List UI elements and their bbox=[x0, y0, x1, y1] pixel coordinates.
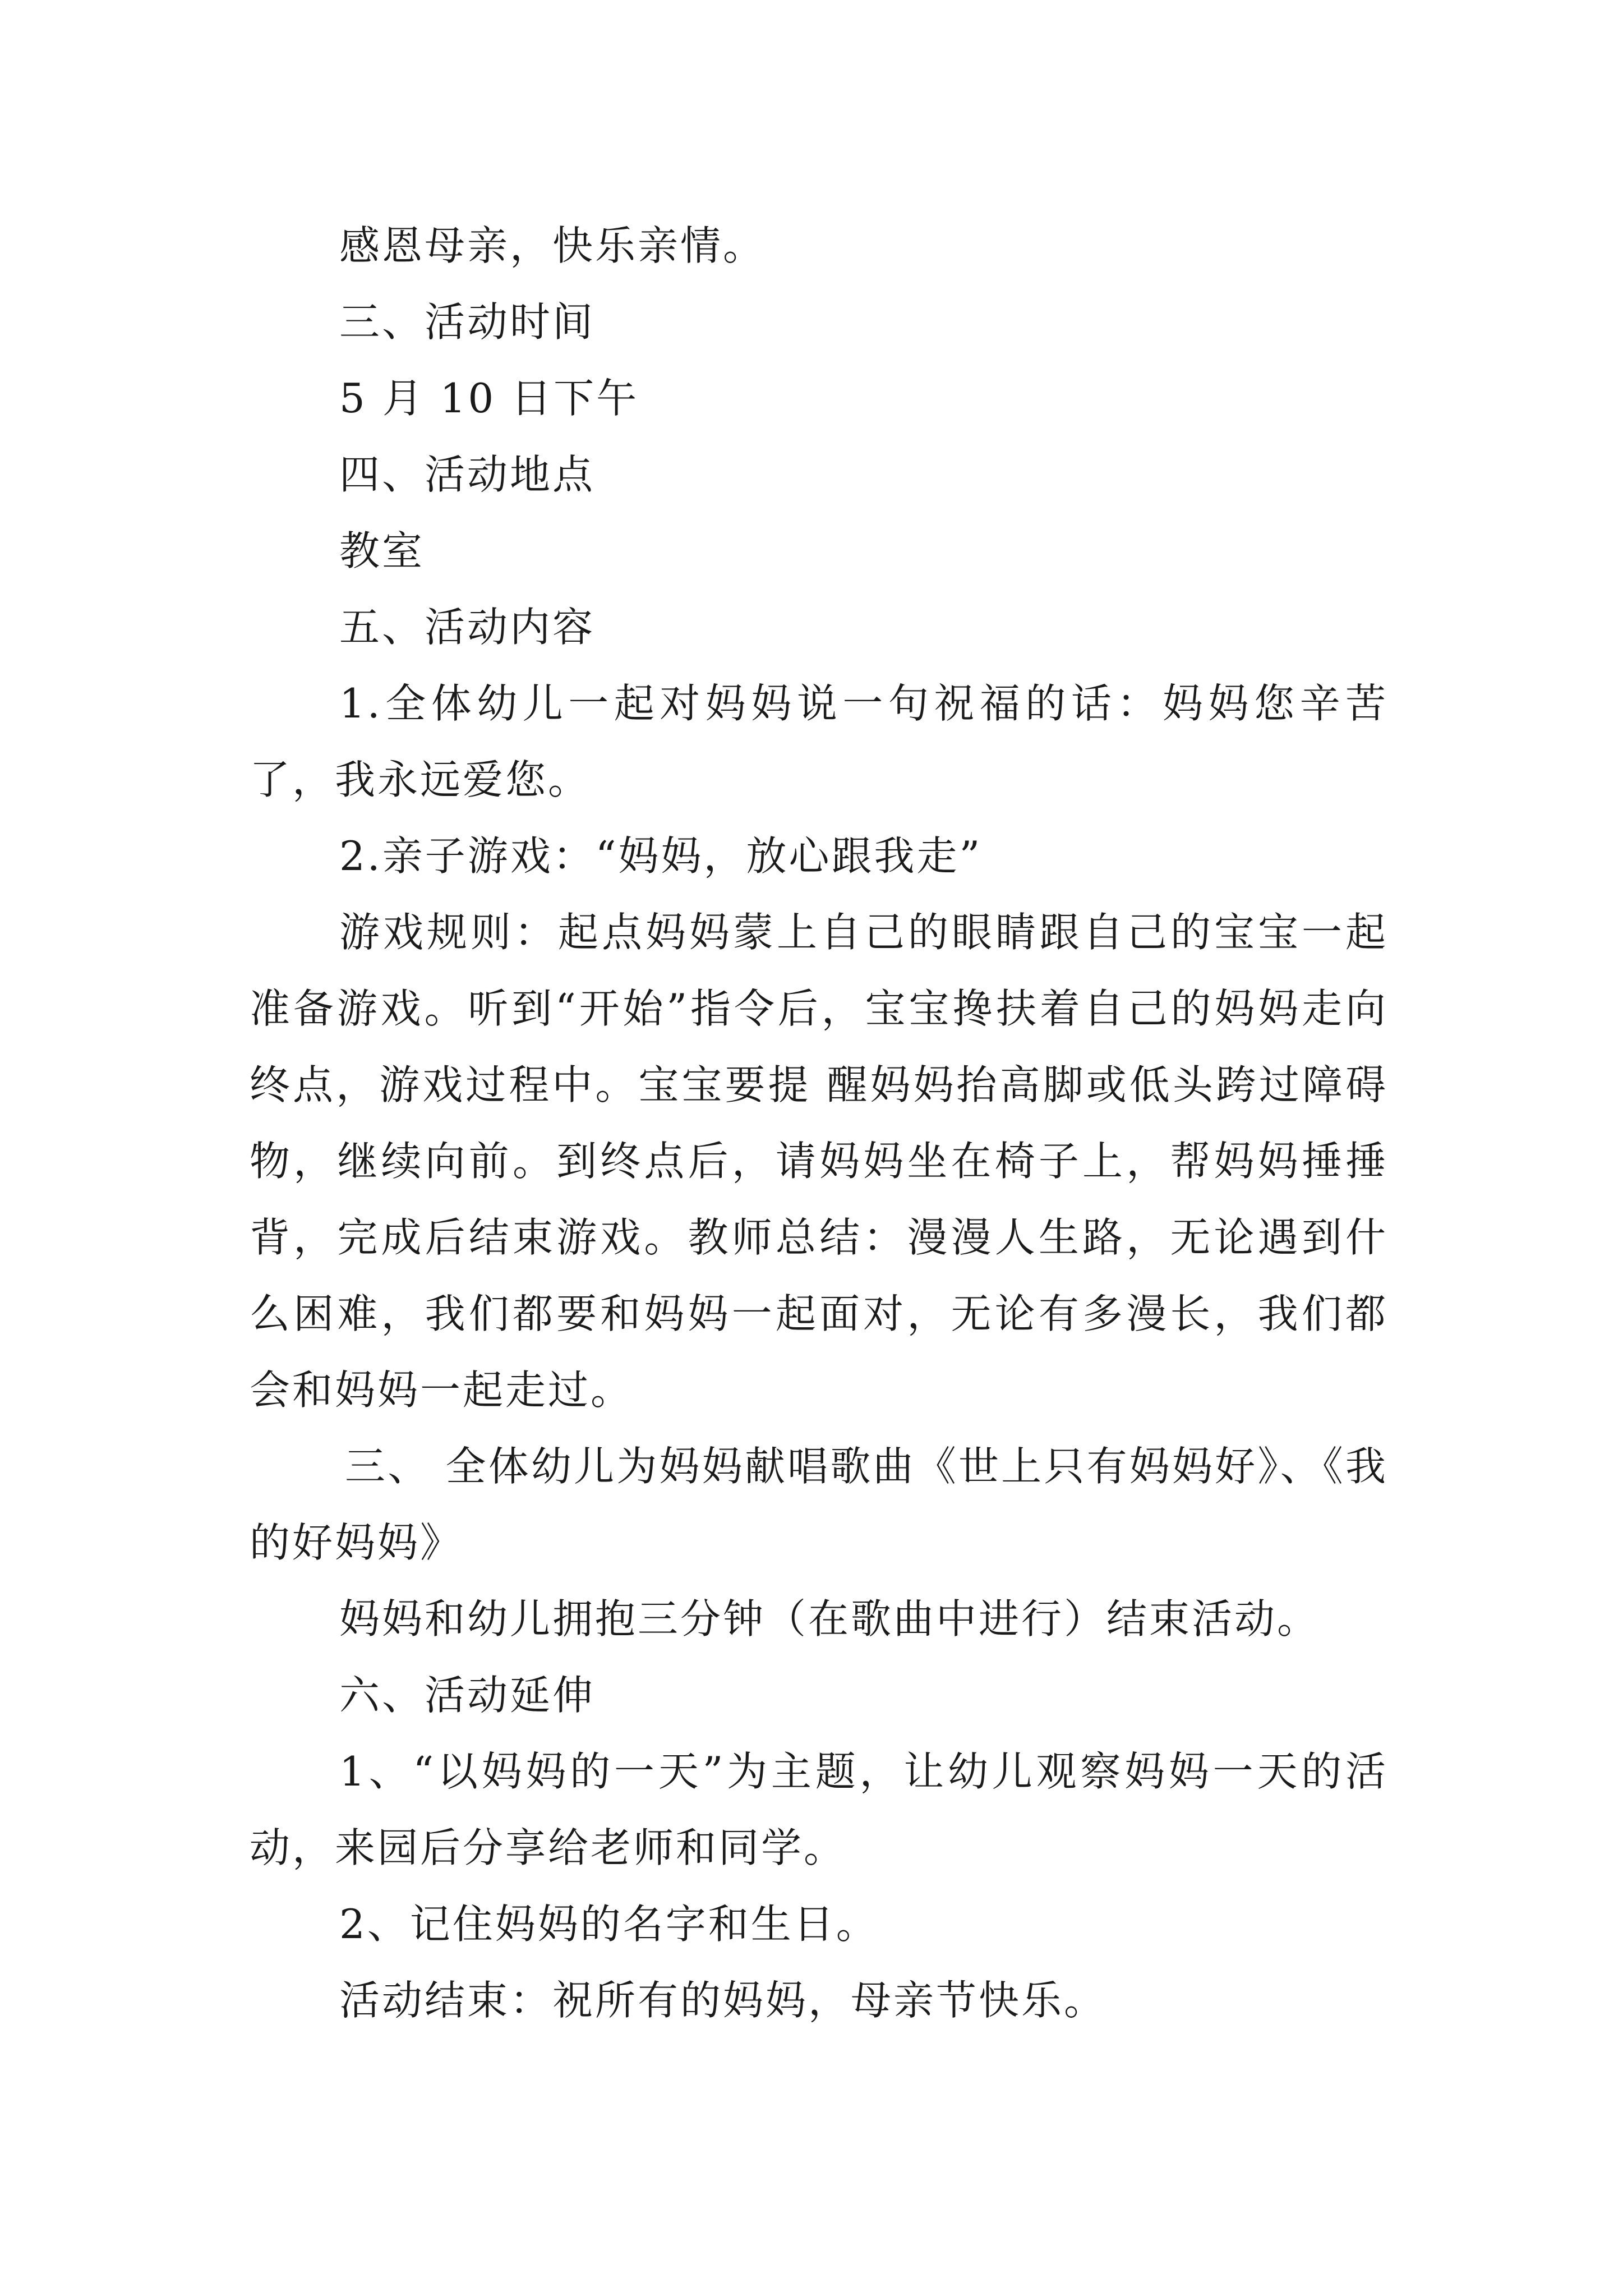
paragraph-time-value: 5 月 10 日下午 bbox=[339, 375, 639, 422]
heading-activity-content: 五、活动内容 bbox=[339, 604, 596, 651]
heading-activity-extension: 六、活动延伸 bbox=[339, 1672, 596, 1719]
paragraph-extension-item-1: 1、“以妈妈的一天”为主题，让幼儿观察妈妈一天的活动，来园后分享给老师和同学。 bbox=[250, 1748, 1388, 1871]
paragraph-hug: 妈妈和幼儿拥抱三分钟（在歌曲中进行）结束活动。 bbox=[339, 1595, 1320, 1642]
paragraph-game-rules: 游戏规则：起点妈妈蒙上自己的眼睛跟自己的宝宝一起准备游戏。听到“开始”指令后，宝宝搀扶着自己的妈妈走向终点，游戏过程中。宝宝要提 醒妈妈抬高脚或低头跨过障碍物，继续向前。到终点后，请妈妈坐在椅子上，帮妈妈捶捶背，完成后结束游戏。教师总结：漫漫人生路，无论遇到什么困难，我们都要和妈妈一起面对，无论有多漫长，我们都会和妈妈一起走过。 bbox=[250, 909, 1388, 1414]
document-body bbox=[250, 208, 1388, 2039]
heading-activity-time: 三、活动时间 bbox=[339, 298, 596, 346]
paragraph-content-item-1: 1.全体幼儿一起对妈妈说一句祝福的话：妈妈您辛苦了，我永远爱您。 bbox=[250, 680, 1388, 803]
paragraph-extension-item-2: 2、记住妈妈的名字和生日。 bbox=[339, 1901, 879, 1948]
paragraph-song: 三、 全体幼儿为妈妈献唱歌曲《世上只有妈妈好》、《我的好妈妈》 bbox=[250, 1443, 1388, 1566]
heading-activity-location: 四、活动地点 bbox=[339, 451, 596, 498]
paragraph-location-value: 教室 bbox=[339, 527, 425, 574]
paragraph-content-item-2: 2.亲子游戏：“妈妈，放心跟我走” bbox=[339, 832, 983, 880]
paragraph-closing: 活动结束：祝所有的妈妈，母亲节快乐。 bbox=[339, 1977, 1107, 2024]
paragraph-theme: 感恩母亲，快乐亲情。 bbox=[339, 222, 766, 269]
